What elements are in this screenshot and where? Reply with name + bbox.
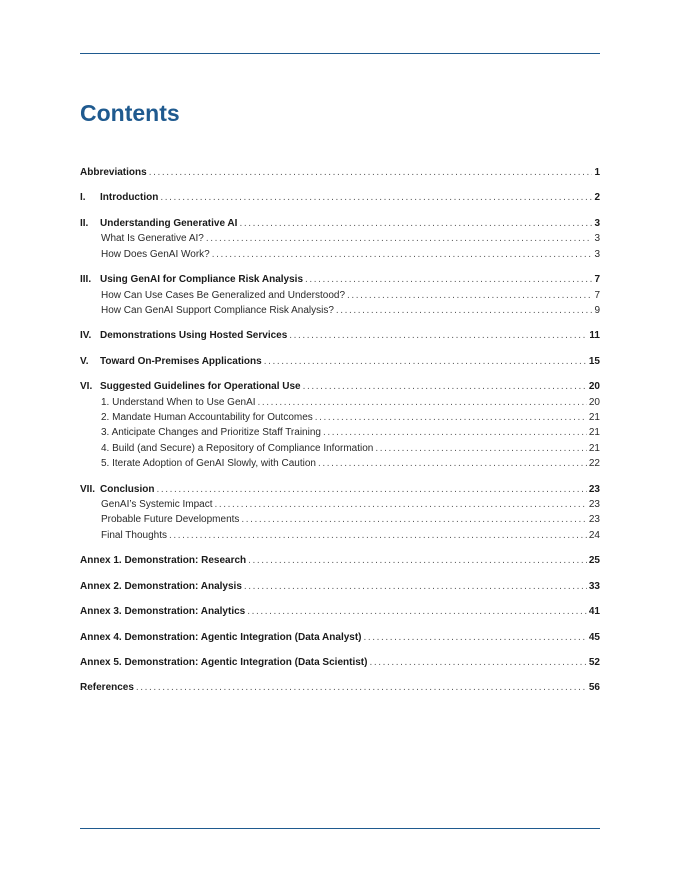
toc-entry-annex-1[interactable] (80, 554, 600, 567)
toc-label: 5. Iterate Adoption of GenAI Slowly, with Caution (101, 458, 316, 469)
toc-subentry[interactable] (101, 232, 600, 245)
toc-page: 23 (588, 484, 600, 495)
toc-entry-guidelines[interactable] (80, 380, 600, 393)
toc-subentry[interactable] (101, 411, 600, 424)
toc-page: 25 (588, 555, 600, 566)
toc-subentry[interactable] (101, 529, 600, 542)
toc-subentry[interactable] (101, 457, 600, 470)
dot-leader (212, 248, 593, 261)
toc-number: VI. (80, 381, 93, 392)
toc-number: III. (80, 274, 92, 285)
toc-page: 45 (588, 632, 600, 643)
dot-leader (258, 396, 587, 409)
top-rule (80, 53, 600, 54)
toc-label: Annex 3. Demonstration: Analytics (80, 606, 246, 617)
dot-leader (156, 483, 586, 496)
toc-entry-demonstrations[interactable] (80, 329, 600, 342)
toc-page: 11 (589, 330, 600, 341)
toc-entry-annex-4[interactable] (80, 631, 600, 644)
toc-page: 21 (588, 427, 600, 438)
toc-page: 3 (594, 233, 600, 244)
toc-label: Conclusion (100, 484, 155, 495)
page-title: Contents (80, 100, 180, 126)
toc-subentry[interactable] (101, 498, 600, 511)
toc-page: 15 (588, 356, 600, 367)
toc-entry-understanding-genai[interactable] (80, 217, 600, 230)
dot-leader (241, 513, 586, 526)
toc-label: How Does GenAI Work? (101, 249, 210, 260)
toc-subentry[interactable] (101, 513, 600, 526)
toc-subentry[interactable] (101, 289, 600, 302)
toc-label: How Can GenAI Support Compliance Risk Analysis? (101, 305, 334, 316)
toc-page: 21 (588, 412, 600, 423)
toc-page: 24 (588, 530, 600, 541)
toc-entry-annex-3[interactable] (80, 605, 600, 618)
dot-leader (289, 329, 587, 342)
dot-leader (323, 426, 587, 439)
toc-label: Annex 4. Demonstration: Agentic Integration (Data Analyst) (80, 632, 362, 643)
toc-entry-compliance-risk[interactable] (80, 273, 600, 286)
toc-label: What Is Generative AI? (101, 233, 204, 244)
toc-label: Annex 2. Demonstration: Analysis (80, 581, 242, 592)
toc-label: 2. Mandate Human Accountability for Outcomes (101, 412, 313, 423)
toc-label: Final Thoughts (101, 530, 167, 541)
toc-page: 20 (588, 381, 600, 392)
toc-page: 9 (594, 305, 600, 316)
dot-leader (303, 380, 587, 393)
toc-label: Abbreviations (80, 167, 147, 178)
dot-leader (206, 232, 593, 245)
toc-number: II. (80, 218, 89, 229)
toc-subentry[interactable] (101, 396, 600, 409)
toc-entry-annex-2[interactable] (80, 580, 600, 593)
toc-entry-conclusion[interactable] (80, 483, 600, 496)
toc-label: Toward On-Premises Applications (100, 356, 262, 367)
toc-number: IV. (80, 330, 92, 341)
toc-page: 56 (588, 682, 600, 693)
dot-leader (149, 166, 593, 179)
dot-leader (315, 411, 587, 424)
toc-number: V. (80, 356, 89, 367)
toc-page: 3 (594, 218, 600, 229)
dot-leader (215, 498, 587, 511)
dot-leader (336, 304, 593, 317)
toc-page: 21 (588, 443, 600, 454)
dot-leader (247, 605, 587, 618)
toc-page: 2 (594, 192, 600, 203)
dot-leader (239, 217, 592, 230)
toc-number: I. (80, 192, 86, 203)
toc-page: 1 (594, 167, 600, 178)
toc-label: GenAI’s Systemic Impact (101, 499, 213, 510)
dot-leader (136, 681, 587, 694)
toc-label: Demonstrations Using Hosted Services (100, 330, 288, 341)
toc-label: Suggested Guidelines for Operational Use (100, 381, 301, 392)
dot-leader (264, 355, 587, 368)
toc-entry-annex-5[interactable] (80, 656, 600, 669)
toc-label: How Can Use Cases Be Generalized and Understood? (101, 290, 346, 301)
toc-entry-references[interactable] (80, 681, 600, 694)
toc-page: 33 (588, 581, 600, 592)
toc-page: 7 (594, 274, 600, 285)
dot-leader (244, 580, 587, 593)
toc-entry-abbreviations[interactable] (80, 166, 600, 179)
dot-leader (364, 631, 587, 644)
toc-page: 23 (588, 499, 600, 510)
toc-subentry[interactable] (101, 304, 600, 317)
toc-subentry[interactable] (101, 426, 600, 439)
toc-page: 22 (588, 458, 600, 469)
dot-leader (375, 442, 587, 455)
toc-label: Using GenAI for Compliance Risk Analysis (100, 274, 304, 285)
toc-subentry[interactable] (101, 248, 600, 261)
dot-leader (347, 289, 592, 302)
toc-label: 3. Anticipate Changes and Prioritize Staff Training (101, 427, 321, 438)
bottom-rule (80, 828, 600, 829)
toc-label: Annex 5. Demonstration: Agentic Integration (Data Scientist) (80, 657, 368, 668)
toc-page: 41 (588, 606, 600, 617)
dot-leader (318, 457, 587, 470)
toc-label: Introduction (100, 192, 159, 203)
toc-page: 20 (588, 397, 600, 408)
dot-leader (248, 554, 587, 567)
toc-page: 7 (594, 290, 600, 301)
toc-entry-on-premises[interactable] (80, 355, 600, 368)
toc-page: 52 (588, 657, 600, 668)
dot-leader (369, 656, 586, 669)
dot-leader (169, 529, 587, 542)
toc-page: 3 (594, 249, 600, 260)
toc-entry-introduction[interactable] (80, 191, 600, 204)
toc-label: References (80, 682, 134, 693)
dot-leader (305, 273, 592, 286)
dot-leader (160, 191, 592, 204)
toc-label: Understanding Generative AI (100, 218, 238, 229)
toc-page: 23 (588, 514, 600, 525)
toc-label: 4. Build (and Secure) a Repository of Compliance Information (101, 443, 374, 454)
toc-label: 1. Understand When to Use GenAI (101, 397, 256, 408)
toc-label: Probable Future Developments (101, 514, 240, 525)
toc-label: Annex 1. Demonstration: Research (80, 555, 247, 566)
toc-subentry[interactable] (101, 442, 600, 455)
toc-number: VII. (80, 484, 96, 495)
